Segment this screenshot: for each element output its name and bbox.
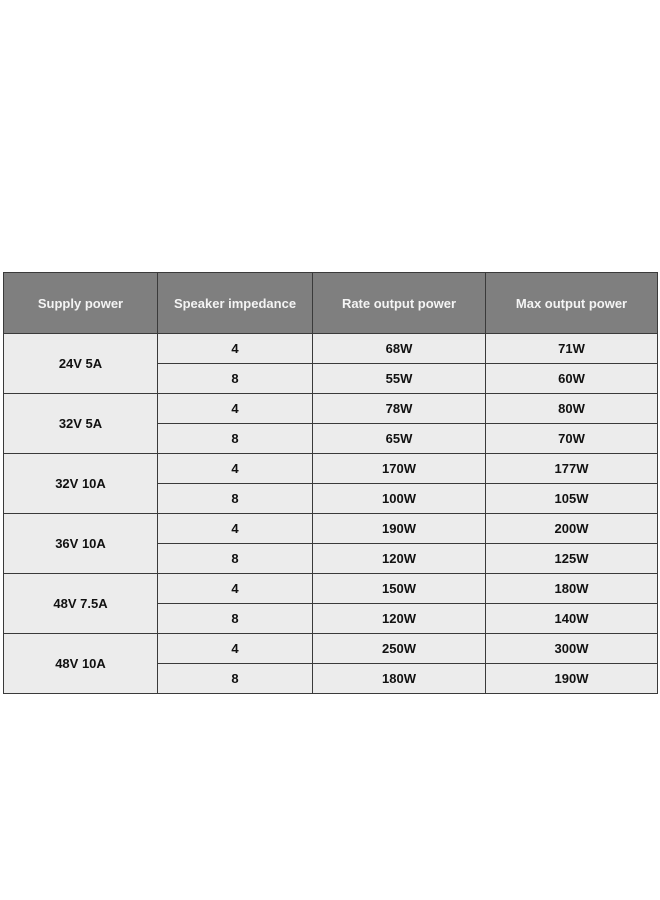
rate-output-cell: 120W	[313, 604, 486, 634]
max-output-cell: 60W	[486, 364, 658, 394]
rate-output-cell: 68W	[313, 334, 486, 364]
rate-output-cell: 65W	[313, 424, 486, 454]
table-row	[4, 394, 658, 424]
rate-output-cell: 250W	[313, 634, 486, 664]
rate-output-cell: 180W	[313, 664, 486, 694]
table-row	[4, 334, 658, 364]
impedance-cell: 8	[158, 424, 313, 454]
rate-output-cell: 190W	[313, 514, 486, 544]
power-spec-table	[3, 272, 658, 694]
supply-power-cell: 24V 5A	[4, 334, 158, 394]
max-output-cell: 71W	[486, 334, 658, 364]
impedance-cell: 8	[158, 664, 313, 694]
max-output-cell: 80W	[486, 394, 658, 424]
max-output-cell: 70W	[486, 424, 658, 454]
impedance-cell: 4	[158, 454, 313, 484]
max-output-cell: 200W	[486, 514, 658, 544]
table-row	[4, 634, 658, 664]
max-output-cell: 190W	[486, 664, 658, 694]
max-output-cell: 177W	[486, 454, 658, 484]
header-speaker-impedance: Speaker impedance	[158, 273, 313, 334]
header-row	[4, 273, 658, 334]
header-rate-output-power: Rate output power	[313, 273, 486, 334]
supply-power-cell: 36V 10A	[4, 514, 158, 574]
impedance-cell: 4	[158, 334, 313, 364]
rate-output-cell: 120W	[313, 544, 486, 574]
supply-power-cell: 32V 5A	[4, 394, 158, 454]
rate-output-cell: 170W	[313, 454, 486, 484]
rate-output-cell: 150W	[313, 574, 486, 604]
max-output-cell: 125W	[486, 544, 658, 574]
impedance-cell: 4	[158, 514, 313, 544]
impedance-cell: 4	[158, 394, 313, 424]
max-output-cell: 140W	[486, 604, 658, 634]
max-output-cell: 300W	[486, 634, 658, 664]
table-row	[4, 574, 658, 604]
table-row	[4, 454, 658, 484]
header-max-output-power: Max output power	[486, 273, 658, 334]
rate-output-cell: 55W	[313, 364, 486, 394]
header-supply-power: Supply power	[4, 273, 158, 334]
max-output-cell: 180W	[486, 574, 658, 604]
impedance-cell: 8	[158, 484, 313, 514]
supply-power-cell: 48V 10A	[4, 634, 158, 694]
impedance-cell: 8	[158, 544, 313, 574]
max-output-cell: 105W	[486, 484, 658, 514]
supply-power-cell: 32V 10A	[4, 454, 158, 514]
table-row	[4, 514, 658, 544]
impedance-cell: 8	[158, 604, 313, 634]
rate-output-cell: 78W	[313, 394, 486, 424]
impedance-cell: 4	[158, 634, 313, 664]
rate-output-cell: 100W	[313, 484, 486, 514]
impedance-cell: 8	[158, 364, 313, 394]
impedance-cell: 4	[158, 574, 313, 604]
supply-power-cell: 48V 7.5A	[4, 574, 158, 634]
